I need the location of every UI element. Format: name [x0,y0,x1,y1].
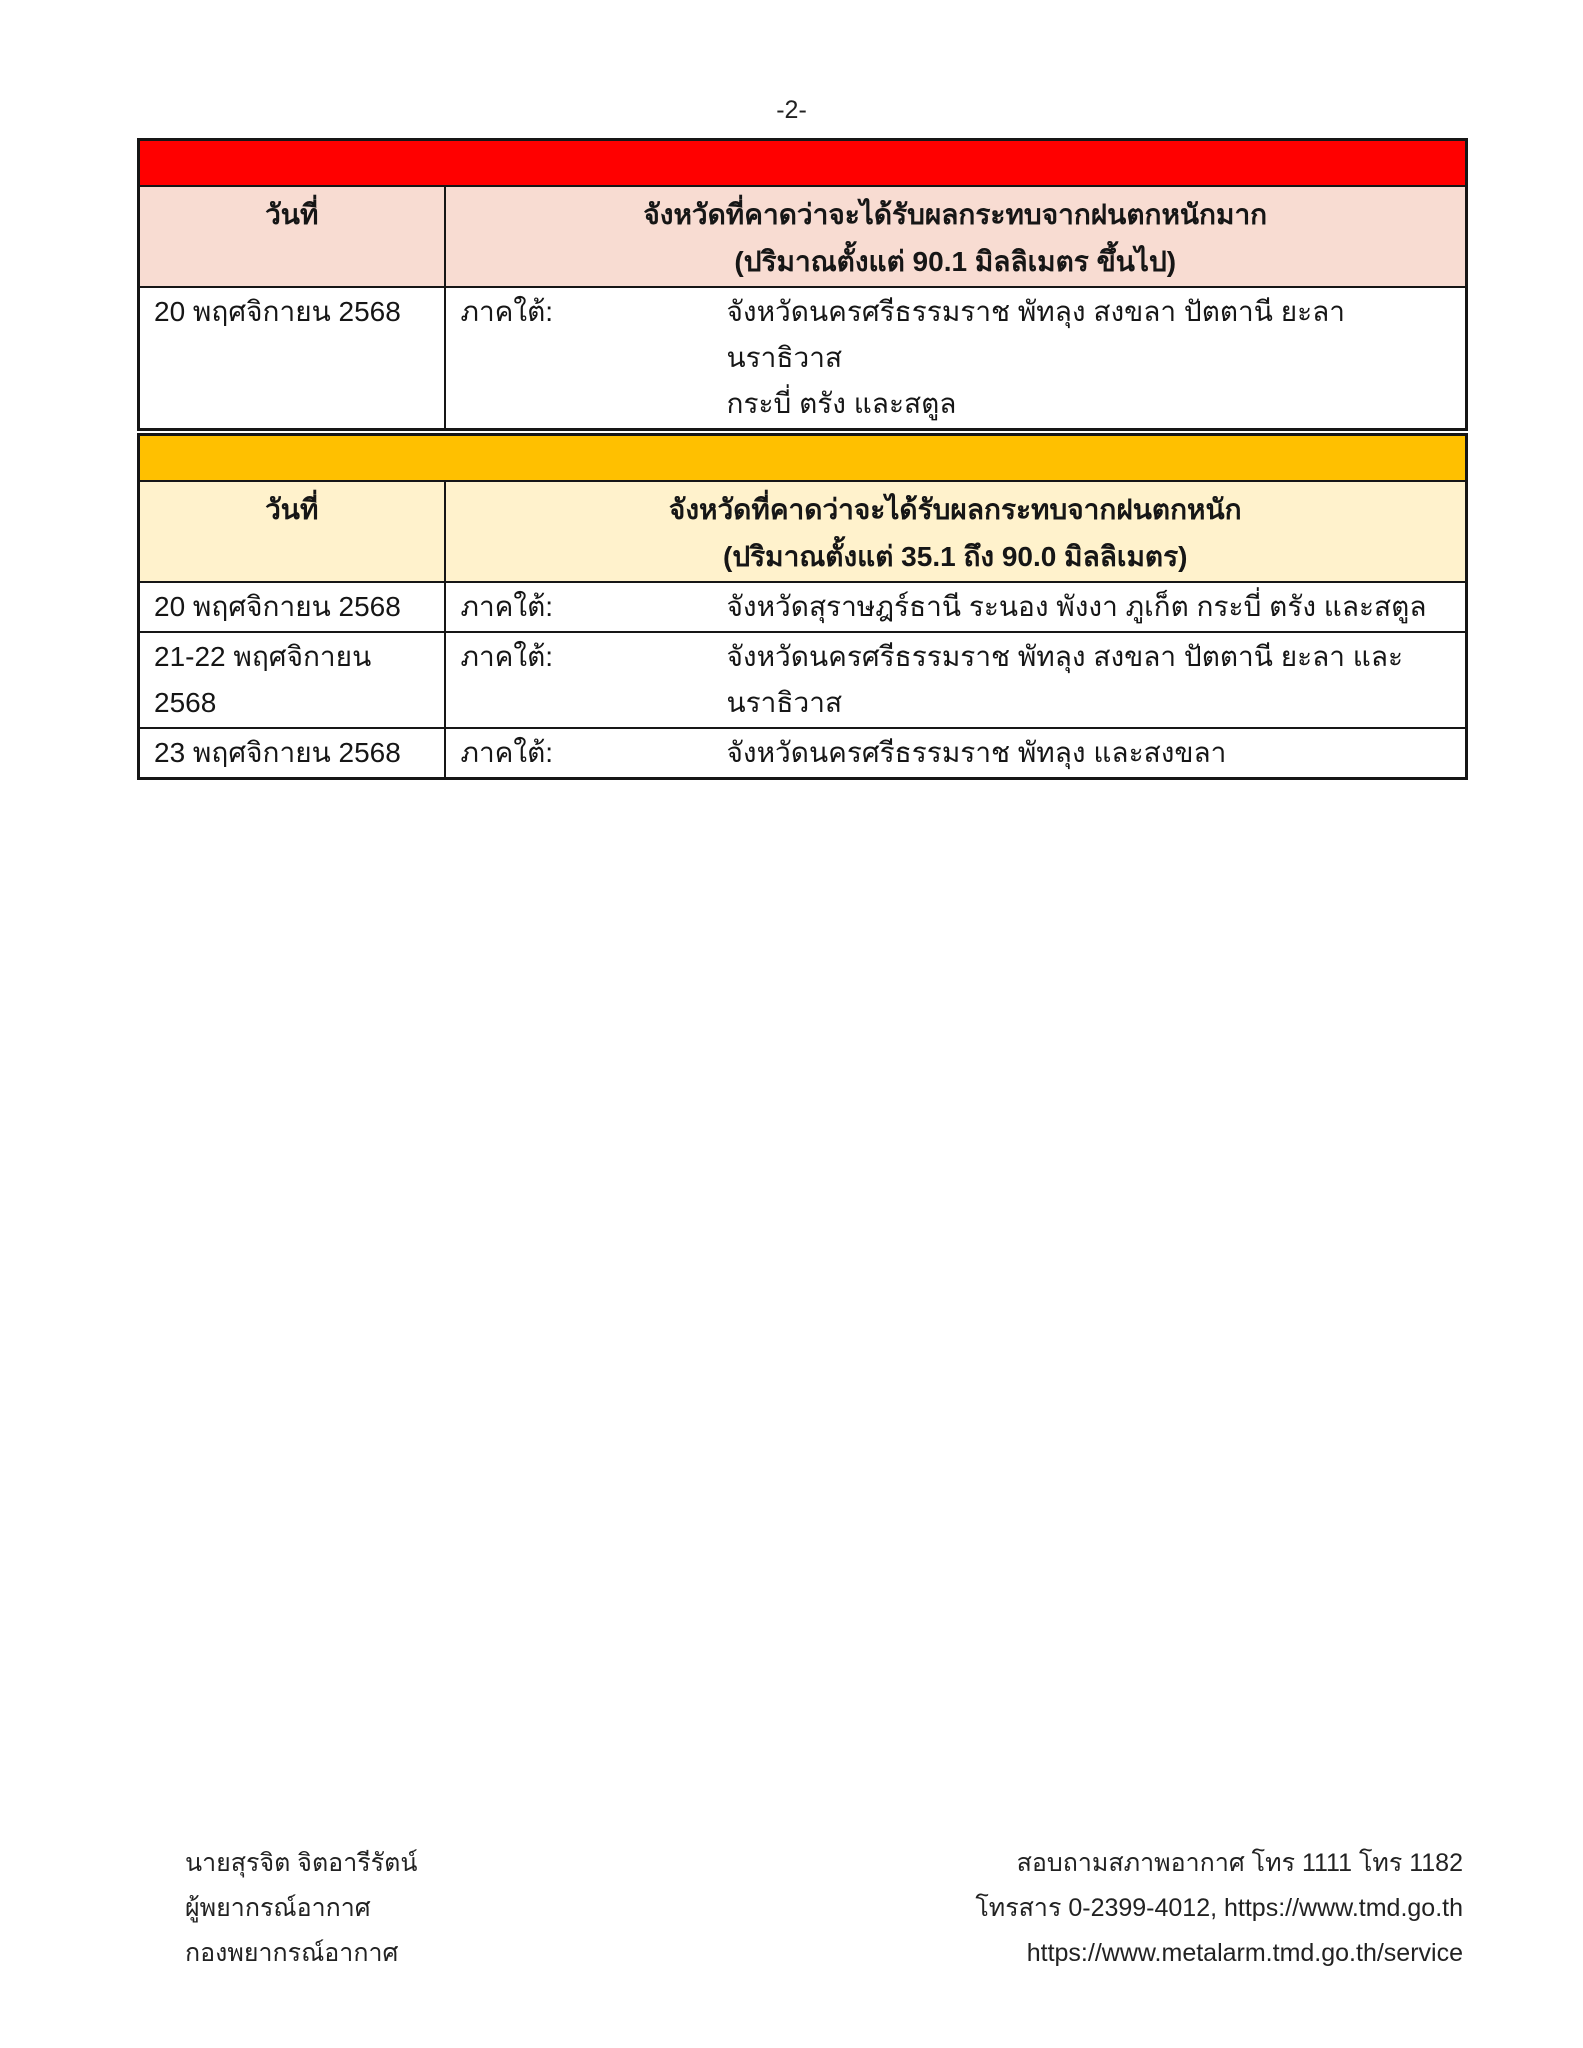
provinces-cell: จังหวัดนครศรีธรรมราช พัทลุง สงขลา ปัตตานี ยะลา และนราธิวาส [710,632,1467,728]
forecaster-title: ผู้พยากรณ์อากาศ [185,1894,371,1922]
very-heavy-rain-table [137,138,1468,431]
table-title-line2: (ปริมาณตั้งแต่ 90.1 มิลลิเมตร ขึ้นไป) [734,246,1177,277]
contact-block [975,1841,1463,1976]
date-column-header: วันที่ [139,186,445,287]
date-cell: 21-22 พฤศจิกายน 2568 [139,632,445,728]
provinces-cell: จังหวัดนครศรีธรรมราช พัทลุง และสงขลา [710,728,1467,779]
table-row [139,582,1467,632]
region-cell: ภาคใต้: [445,287,710,430]
table-row [139,728,1467,779]
table-title-line2: (ปริมาณตั้งแต่ 35.1 ถึง 90.0 มิลลิเมตร) [723,541,1188,572]
region-cell: ภาคใต้: [445,728,710,779]
table-title-line1: จังหวัดที่คาดว่าจะได้รับผลกระทบจากฝนตกหนัก [668,494,1242,525]
table-row [139,287,1467,430]
date-cell: 23 พฤศจิกายน 2568 [139,728,445,779]
table-row [139,435,1467,482]
table-title-line1: จังหวัดที่คาดว่าจะได้รับผลกระทบจากฝนตกหนักมาก [643,199,1268,230]
table-row [139,140,1467,187]
provinces-cell: จังหวัดสุราษฎร์ธานี ระนอง พังงา ภูเก็ต กระบี่ ตรัง และสตูล [710,582,1467,632]
provinces-cell [710,287,1467,430]
contact-fax-website-link[interactable]: โทรสาร 0-2399-4012, https://www.tmd.go.th [975,1894,1463,1922]
metalarm-service-link[interactable]: https://www.metalarm.tmd.go.th/service [1026,1939,1463,1967]
date-cell: 20 พฤศจิกายน 2568 [139,582,445,632]
provinces-line1: จังหวัดนครศรีธรรมราช พัทลุง สงขลา ปัตตานี ยะลา นราธิวาส [726,296,1346,373]
date-column-header: วันที่ [139,481,445,582]
page-number: -2- [776,96,807,124]
region-cell: ภาคใต้: [445,582,710,632]
signature-block [185,1841,417,1976]
heavy-rain-table [137,433,1468,780]
table-row [139,186,1467,287]
heavy-rain-banner [139,435,1467,482]
very-heavy-rain-banner [139,140,1467,187]
table-row [139,481,1467,582]
table-row [139,632,1467,728]
contact-phone-line: สอบถามสภาพอากาศ โทร 1111 โทร 1182 [1016,1849,1463,1877]
forecaster-division: กองพยากรณ์อากาศ [185,1939,399,1967]
heavy-rain-table-title [445,481,1467,582]
provinces-line2: กระบี่ ตรัง และสตูล [726,388,957,419]
region-cell: ภาคใต้: [445,632,710,728]
tables-area [137,138,1468,780]
very-heavy-rain-table-title [445,186,1467,287]
date-cell: 20 พฤศจิกายน 2568 [139,287,445,430]
forecaster-name: นายสุรจิต จิตอารีรัตน์ [185,1849,418,1877]
